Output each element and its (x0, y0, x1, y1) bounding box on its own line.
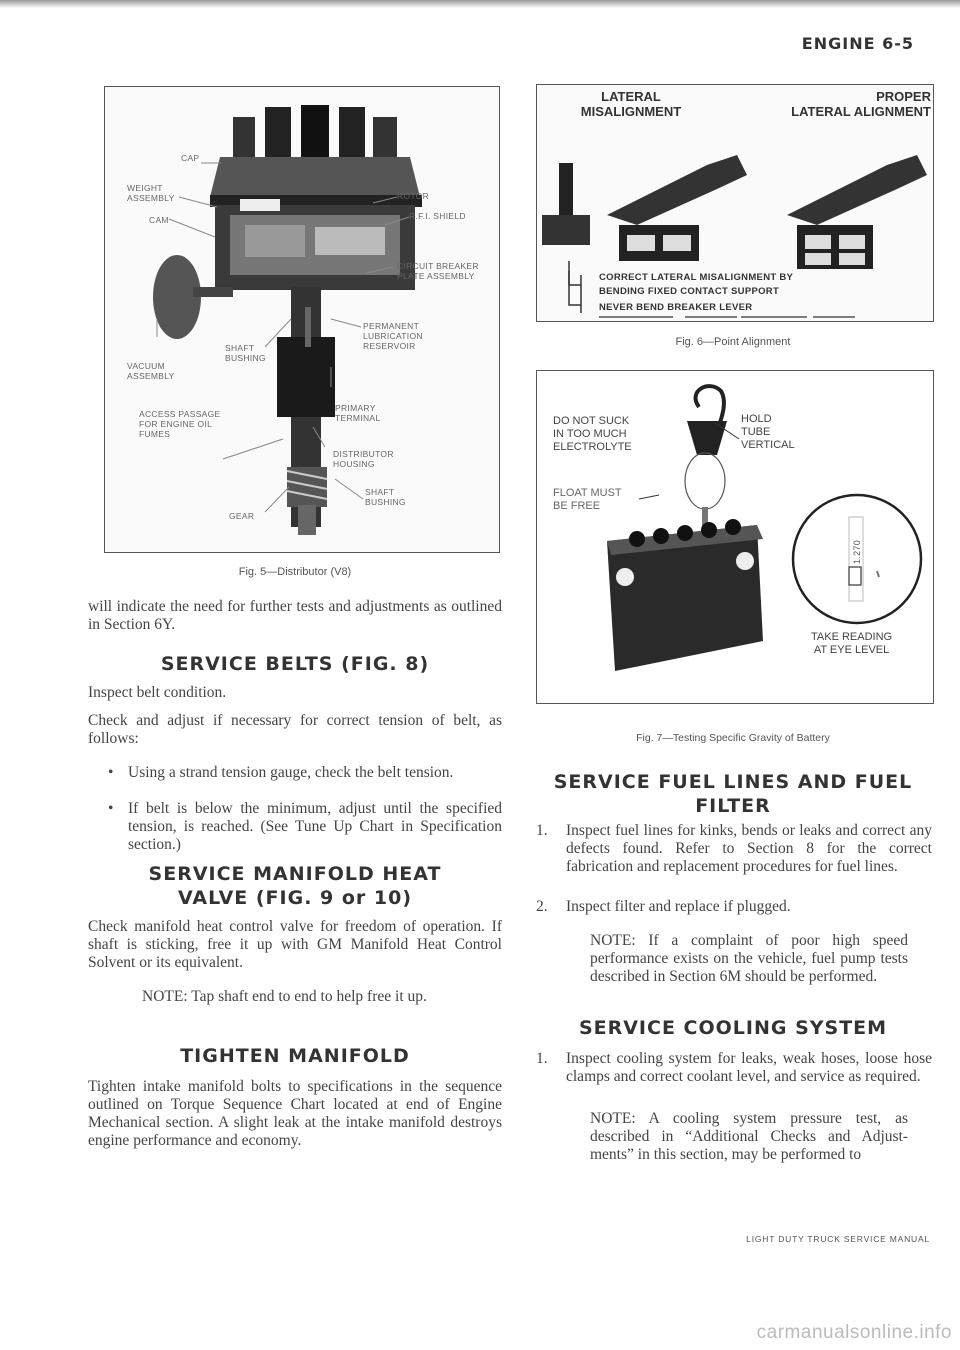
label-hold-tube-vertical: HOLD TUBE VERTICAL (741, 413, 795, 451)
label-gear: GEAR (229, 511, 255, 521)
fuel-heading-line-2: FILTER (695, 795, 771, 817)
tighten-paragraph: Tighten intake manifold bolts to specifications in the sequence outlined on Torque Sequence Chart located at end of Engine Mechanical section. A slight leak at the intake manifold destroys engine performance and economy. (88, 1078, 502, 1149)
label-proper-lateral-alignment: PROPER LATERAL ALIGNMENT (791, 89, 931, 119)
label-lateral-misalignment: LATERAL MISALIGNMENT (580, 89, 682, 119)
cooling-system-heading: SERVICE COOLING SYSTEM (578, 1017, 888, 1039)
manifold-heading-line-1: SERVICE MANIFOLD HEAT (148, 863, 442, 885)
label-correct-note-1: CORRECT LATERAL MISALIGNMENT BY (599, 272, 794, 283)
figure-7-battery-testing (536, 370, 934, 704)
label-vacuum-assembly: VACUUM ASSEMBLY (127, 361, 175, 381)
label-do-not-suck: DO NOT SUCK IN TOO MUCH ELECTROLYTE (553, 415, 632, 453)
fuel-item-2-number: 2. (536, 898, 548, 915)
fuel-item-1-number: 1. (536, 822, 548, 839)
fuel-item-2-text: Inspect filter and replace if plugged. (566, 898, 791, 915)
label-correct-note-2: BENDING FIXED CONTACT SUPPORT (599, 286, 780, 297)
manifold-heading-line-2: VALVE (FIG. 9 or 10) (177, 887, 413, 909)
label-access-passage: ACCESS PASSAGE FOR ENGINE OIL FUMES (139, 409, 221, 439)
figure-5-distributor (104, 86, 500, 553)
label-correct-note-3: NEVER BEND BREAKER LEVER (599, 302, 753, 313)
cooling-note: NOTE: A cooling system pressure test, as described in “Additional Checks and Adjust-ments” in this section, may be performed to (590, 1110, 908, 1163)
cooling-item-1-text: Inspect cooling system for leaks, weak hoses, loose hose clamps and correct coolant level, and service as required. (566, 1050, 932, 1085)
fuel-heading-line-1: SERVICE FUEL LINES AND FUEL (553, 771, 913, 793)
label-take-reading: TAKE READING AT EYE LEVEL (811, 631, 893, 656)
figure-6-caption: Fig. 6—Point Alignment (675, 336, 791, 348)
gauge-reading: 1.270 (852, 539, 863, 565)
bullet-1-text: Using a strand tension gauge, check the belt tension. (128, 764, 454, 781)
bullet-2-text: If belt is below the minimum, adjust until the specified tension, is reached. (See Tune Up Chart in Specification section.) (128, 800, 502, 853)
label-circuit-breaker: CIRCUIT BREAKER PLATE ASSEMBLY (397, 261, 479, 281)
label-weight-assembly: WEIGHT ASSEMBLY (127, 183, 175, 203)
site-watermark: carmanualsonline.info (756, 1322, 952, 1343)
fuel-item-1-text: Inspect fuel lines for kinks, bends or leaks and correct any defects found. Refer to Section 8 for the correct fabrication and replacement procedures for fuel lines. (566, 822, 932, 875)
scan-top-edge (0, 0, 960, 8)
manifold-paragraph: Check manifold heat control valve for freedom of operation. If shaft is sticking, free it up with GM Manifold Heat Control Solvent or its equivalent. (88, 918, 502, 971)
manual-footer: LIGHT DUTY TRUCK SERVICE MANUAL (746, 1234, 930, 1244)
service-belts-heading: SERVICE BELTS (FIG. 8) (160, 653, 430, 675)
bullet-1-mark: • (108, 764, 114, 781)
label-primary-terminal: PRIMARY TERMINAL (335, 403, 381, 423)
page-header: ENGINE 6-5 (801, 34, 914, 53)
figure-7-caption: Fig. 7—Testing Specific Gravity of Battery (636, 732, 830, 744)
belts-paragraph-2: Check and adjust if necessary for correct tension of belt, as follows: (88, 712, 502, 747)
label-cap: CAP (181, 153, 200, 163)
label-shaft-bushing-upper: SHAFT BUSHING (225, 343, 266, 363)
label-rfi-shield: R.F.I. SHIELD (409, 211, 466, 221)
label-shaft-bushing-lower: SHAFT BUSHING (365, 487, 406, 507)
figure-5-caption: Fig. 5—Distributor (V8) (238, 566, 352, 578)
label-permanent-lubrication: PERMANENT LUBRICATION RESERVOIR (363, 321, 423, 351)
label-cam: CAM (149, 215, 169, 225)
figure-6-point-alignment (536, 84, 934, 322)
label-rotor: ROTOR (397, 191, 430, 201)
cooling-item-1-number: 1. (536, 1050, 548, 1067)
belts-paragraph-1: Inspect belt condition. (88, 684, 227, 701)
distributor-illustration (105, 87, 499, 552)
label-float-must-be-free: FLOAT MUST BE FREE (553, 487, 622, 512)
label-distributor-housing: DISTRIBUTOR HOUSING (333, 449, 394, 469)
fuel-note: NOTE: If a complaint of poor high speed performance exists on the vehicle, fuel pump tests described in Section 6M should be performed. (590, 932, 908, 985)
tighten-manifold-heading: TIGHTEN MANIFOLD (180, 1045, 410, 1067)
manifold-note: NOTE: Tap shaft end to end to help free it up. (142, 988, 427, 1005)
bullet-2-mark: • (108, 800, 114, 817)
intro-paragraph: will indicate the need for further tests and adjustments as outlined in Section 6Y. (88, 598, 502, 633)
